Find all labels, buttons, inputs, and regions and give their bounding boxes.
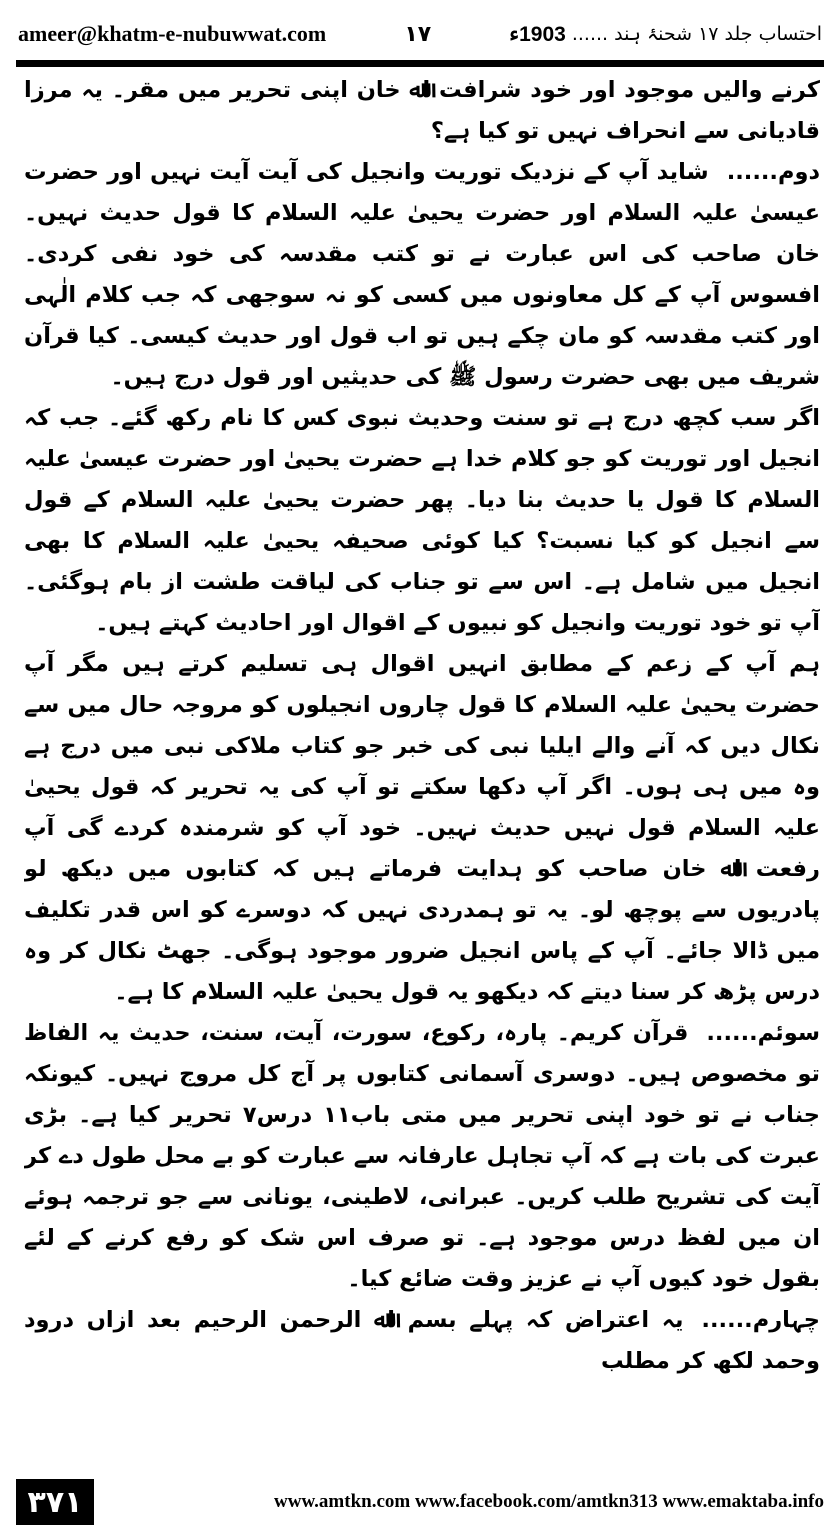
page-footer [16,1472,824,1532]
header-email[interactable]: ameer@khatm-e-nubuwwat.com [18,21,327,46]
paragraph-text: ہم آپ کے زعم کے مطابق انہیں اقوال ہی تسلیم کرتے ہیں مگر آپ حضرت یحییٰ علیہ السلام کا قول چاروں انجیلوں کو مروجہ حال میں سے نکال دیں کہ آنے والے ایلیا نبی کی خبر جو کتاب ملاکی نبی میں درج ہے وہ میں ہی ہوں۔ اگر آپ دکھا سکتے تو آپ کی یہ تحریر کہ قول یحییٰ علیہ السلام قول نہیں حدیث نہیں۔ خود آپ کو شرمندہ کردے گی آپ رفعت اﷲ خان صاحب کو ہدایت فرماتے ہیں کہ کتابوں میں دیکھ لو پادریوں سے پوچھ لو۔ یہ تو ہمدردی نہیں کہ دوسرے کو اس قدر تکلیف میں ڈالا جائے۔ آپ کے پاس انجیل ضرور موجود ہوگی۔ جھٹ نکال کر وہ درس پڑھ کر سنا دیتے کہ دیکھو یہ قول یحییٰ علیہ السلام کا ہے۔ [24,651,820,1005]
paragraph-text: قرآن کریم۔ پارہ، رکوع، سورت، آیت، سنت، حدیث یہ الفاظ تو مخصوص ہیں۔ دوسری آسمانی کتابوں پر آج کل مروج نہیں۔ کیونکہ جناب نے تو خود اپنی تحریر میں متی باب۱۱ درس۷ تحریر کیا ہے۔ بڑی عبرت کی بات ہے کہ آپ تجاہل عارفانہ سے عبارت کو بے محل طول دے کر آیت کی تشریح طلب کریں۔ عبرانی، لاطینی، یونانی سے جو ترجمہ ہوئے ان میں لفظ درس موجود ہے۔ تو صرف اس شک کو رفع کرنے کے لئے بقول خود کیوں آپ نے عزیز وقت ضائع کیا۔ [24,1020,820,1292]
paragraph-text: کرنے والیں موجود اور خود شرافت اﷲ خان اپنی تحریر میں مقر۔ یہ مرزا قادیانی سے انحراف نہیں تو کیا ہے؟ [24,77,820,144]
header-book-title: احتساب جلد ۱۷ شحنۂ ہند [614,23,822,45]
page-number-badge: ۳۷۱ [16,1479,94,1525]
paragraph-label: سوئم...... [706,1020,820,1046]
page-header [18,16,822,52]
header-rule [16,60,824,67]
paragraph-6 [24,1300,820,1382]
paragraph-5 [24,1013,820,1300]
paragraph-4 [24,644,820,1013]
header-dots: ...... [571,23,609,45]
paragraph-text: اگر سب کچھ درج ہے تو سنت وحدیث نبوی کس کا نام رکھ گئے۔ جب کہ انجیل اور توریت کو جو کلام خدا ہے حضرت یحییٰ اور حضرت عیسیٰ علیہ السلام کا قول یا حدیث بنا دیا۔ پھر حضرت یحییٰ علیہ السلام کے قول سے انجیل کو کیا نسبت؟ کیا کوئی صحیفہ یحییٰ علیہ السلام کا بھی انجیل میں شامل ہے۔ اس سے تو جناب کی لیاقت طشت از بام ہوگئی۔ آپ تو خود توریت وانجیل کو نبیوں کے اقوال اور احادیث کہتے ہیں۔ [24,405,820,636]
paragraph-1 [24,70,820,152]
page-body [24,70,820,1460]
header-year: 1903ء [509,22,566,46]
paragraph-text: شاید آپ کے نزدیک توریت وانجیل کی آیت آیت نہیں اور حضرت عیسیٰ علیہ السلام اور حضرت یحییٰ علیہ السلام کا قول حدیث نہیں۔ خان صاحب کی اس عبارت نے تو کتب مقدسہ کی خود نفی کردی۔ افسوس آپ کے کل معاونوں میں کسی کو نہ سوجھی کہ جب کلام الٰہی اور کتب مقدسہ کو مان چکے ہیں تو اب قول اور حدیث کیسی۔ کیا قرآن شریف میں بھی حضرت رسول ﷺ کی حدیثیں اور قول درج ہیں۔ [24,159,820,390]
paragraph-text: یہ اعتراض کہ پہلے بسم اﷲ الرحمن الرحیم بعد ازاں درود وحمد لکھ کر مطلب [24,1307,820,1374]
header-volume-number: ۱۷ [404,21,432,47]
paragraph-label: دوم...... [726,159,820,185]
paragraph-3 [24,398,820,644]
footer-links[interactable]: www.amtkn.com www.facebook.com/amtkn313 www.emaktaba.info [274,1491,824,1512]
paragraph-label: چہارم...... [701,1307,820,1333]
paragraph-2 [24,152,820,398]
header-title-group [509,22,822,47]
